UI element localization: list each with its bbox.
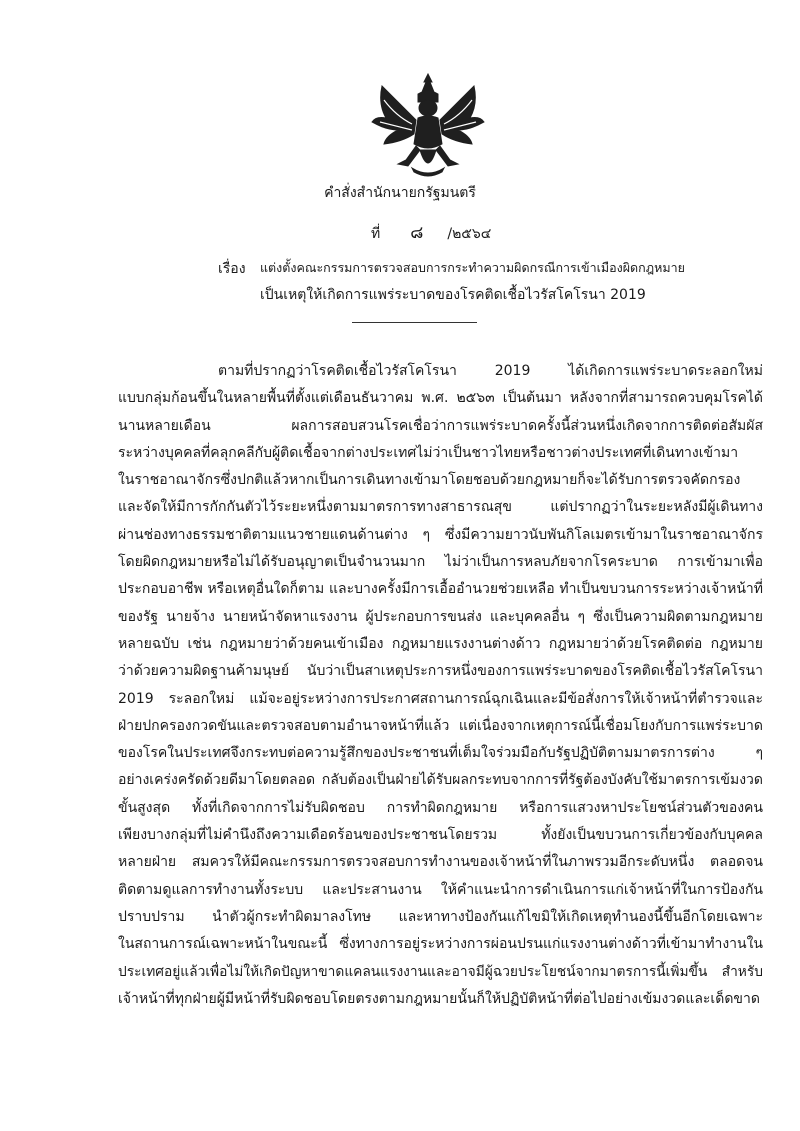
order-year: /๒๕๖๔ bbox=[447, 226, 492, 242]
body-line: และจัดให้มีการกักกันตัวไว้ระยะหนึ่งตามมาตรการทางสาธารณสุข แต่ปรากฏว่าในระยะหลังมีผู้เดินทาง bbox=[118, 499, 763, 516]
body-line: เพียงบางกลุ่มที่ไม่คำนึงถึงความเดือดร้อนของประชาชนโดยรวม ทั้งยังเป็นขบวนการเกี่ยวข้องกับบุคคล bbox=[118, 827, 763, 844]
body-line: ติดตามดูแลการทำงานทั้งระบบ และประสานงาน ให้คำแนะนำการดำเนินการแก่เจ้าหน้าที่ในการป้องกัน bbox=[118, 881, 763, 898]
body-line: ขั้นสูงสุด ทั้งที่เกิดจากการไม่รับผิดชอบ การทำผิดกฎหมาย หรือการแสวงหาประโยชน์ส่วนตัวของคน bbox=[118, 799, 763, 816]
body-line: ของรัฐ นายจ้าง นายหน้าจัดหาแรงงาน ผู้ประกอบการขนส่ง และบุคคลอื่น ๆ ซึ่งเป็นความผิดตามกฎหมาย bbox=[118, 608, 763, 625]
body-line: ฝ่ายปกครองกวดขันและตรวจสอบตามอำนาจหน้าที่แล้ว แต่เนื่องจากเหตุการณ์นี้เชื่อมโยงกับการแพร่ระบาด bbox=[118, 717, 763, 734]
body-line: นานหลายเดือน ผลการสอบสวนโรคเชื่อว่าการแพร่ระบาดครั้งนี้ส่วนหนึ่งเกิดจากการติดต่อสัมผัส bbox=[118, 417, 763, 434]
body-line: โดยผิดกฎหมายหรือไม่ได้รับอนุญาตเป็นจำนวนมาก ไม่ว่าเป็นการหลบภัยจากโรคระบาด การเข้ามาเพื่อ bbox=[118, 554, 763, 571]
body-line: ปราบปราม นำตัวผู้กระทำผิดมาลงโทษ และหาทางป้องกันแก้ไขมิให้เกิดเหตุทำนองนี้ขึ้นอีกโดยเฉพาะ bbox=[118, 908, 763, 925]
body-line: ในสถานการณ์เฉพาะหน้าในขณะนี้ ซึ่งทางการอยู่ระหว่างการผ่อนปรนแก่แรงงานต่างด้าวที่เข้ามาทำงานใน bbox=[118, 936, 763, 953]
body-line: หลายฉบับ เช่น กฎหมายว่าด้วยคนเข้าเมือง กฎหมายแรงงานต่างด้าว กฎหมายว่าด้วยโรคติดต่อ กฎหมาย bbox=[118, 635, 763, 652]
body-line: ในราชอาณาจักรซึ่งปกติแล้วหากเป็นการเดินทางเข้ามาโดยชอบด้วยกฎหมายก็จะได้รับการตรวจคัดกรอง bbox=[118, 472, 741, 489]
body-line: หลายฝ่าย สมควรให้มีคณะกรรมการตรวจสอบการทำงานของเจ้าหน้าที่ในภาพรวมอีกระดับหนึ่ง ตลอดจน bbox=[118, 854, 763, 871]
body-line: ประเทศอยู่แล้วเพื่อไม่ให้เกิดปัญหาขาดแคลนแรงงานและอาจมีผู้ฉวยประโยชน์จากมาตรการนี้เพิ่มขึ้น สำหรับ bbox=[118, 963, 763, 980]
body-line: ประกอบอาชีพ หรือเหตุอื่นใดก็ตาม และบางครั้งมีการเอื้ออำนวยช่วยเหลือ ทำเป็นขบวนการระหว่างเจ้าหน้าที่ bbox=[118, 581, 763, 598]
subject-label: เรื่อง bbox=[218, 261, 246, 277]
garuda-emblem-icon bbox=[368, 72, 488, 180]
body-text bbox=[118, 358, 763, 1013]
order-number-label: ที่ bbox=[371, 226, 381, 242]
body-line: อย่างเคร่งครัดด้วยดีมาโดยตลอด กลับต้องเป็นฝ่ายได้รับผลกระทบจากการที่รัฐต้องบังคับใช้มาตรการเข้มงวด bbox=[118, 772, 763, 789]
body-line: ตามที่ปรากฏว่าโรคติดเชื้อไวรัสโคโรนา 2019 ได้เกิดการแพร่ระบาดระลอกใหม่ bbox=[218, 363, 763, 379]
body-line: 2019 ระลอกใหม่ แม้จะอยู่ระหว่างการประกาศสถานการณ์ฉุกเฉินและมีข้อสั่งการให้เจ้าหน้าที่ตำรวจและ bbox=[118, 690, 763, 707]
section-divider bbox=[352, 322, 477, 323]
body-line: ว่าด้วยความผิดฐานค้ามนุษย์ นับว่าเป็นสาเหตุประการหนึ่งของการแพร่ระบาดของโรคติดเชื้อไวรัสโคโรนา bbox=[118, 663, 763, 680]
body-line: แบบกลุ่มก้อนขึ้นในหลายพื้นที่ตั้งแต่เดือนธันวาคม พ.ศ. ๒๕๖๓ เป็นต้นมา หลังจากที่สามารถควบคุมโรคได้ bbox=[118, 390, 763, 407]
body-line: ระหว่างบุคคลที่คลุกคลีกับผู้ติดเชื้อจากต่างประเทศไม่ว่าเป็นชาวไทยหรือชาวต่างประเทศที่เดินทางเข้ามา bbox=[118, 444, 739, 461]
body-line: เจ้าหน้าที่ทุกฝ่ายผู้มีหน้าที่รับผิดชอบโดยตรงตามกฎหมายนั้นก็ให้ปฏิบัติหน้าที่ต่อไปอย่างเข้มงวดและเด็ดขาด bbox=[118, 990, 760, 1007]
order-number bbox=[371, 223, 491, 244]
subject-line-2: เป็นเหตุให้เกิดการแพร่ระบาดของโรคติดเชื้อไวรัสโคโรนา 2019 bbox=[260, 287, 646, 303]
subject-line-1: แต่งตั้งคณะกรรมการตรวจสอบการกระทำความผิดกรณีการเข้าเมืองผิดกฎหมาย bbox=[260, 260, 685, 275]
order-number-value: ๘ bbox=[410, 223, 424, 243]
body-line: ผ่านช่องทางธรรมชาติตามแนวชายแดนด้านต่าง ๆ ซึ่งมีความยาวนับพันกิโลเมตรเข้ามาในราชอาณาจักร bbox=[118, 526, 763, 543]
body-line: ของโรคในประเทศจึงกระทบต่อความรู้สึกของประชาชนที่เต็มใจร่วมมือกับรัฐปฏิบัติตามมาตรการต่าง ๆ bbox=[118, 745, 763, 762]
order-title: คำสั่งสำนักนายกรัฐมนตรี bbox=[324, 185, 476, 201]
